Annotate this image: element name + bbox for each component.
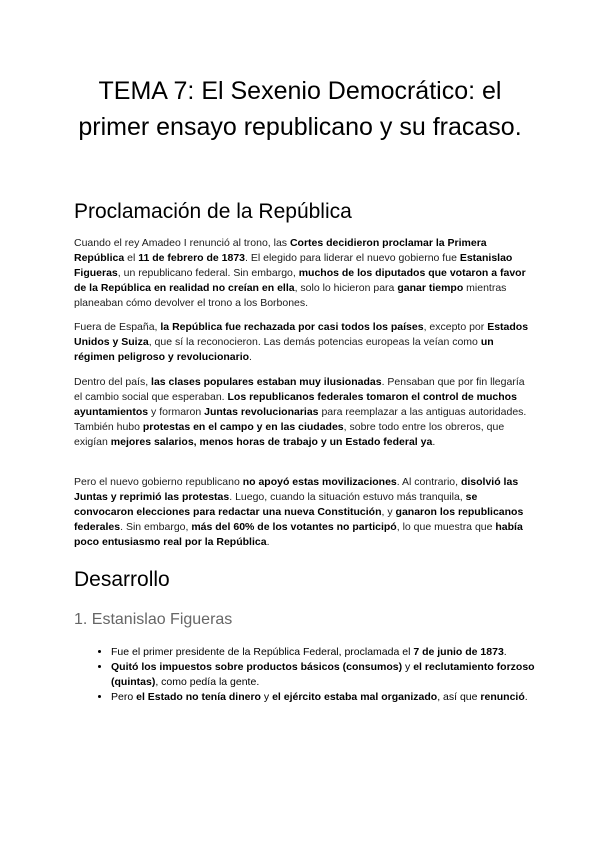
text-run: . Al contrario,: [396, 476, 461, 488]
bold-text: se convocaron elecciones para redactar una nueva Constitución: [74, 491, 478, 519]
bold-text: había poco entusiasmo real por la República: [74, 521, 523, 549]
text-run: , sobre todo entre los obreros, que exigían: [74, 421, 505, 449]
bold-text: protestas en el campo y en las ciudades: [142, 421, 344, 434]
text-run: , que sí la reconocieron. Las demás potencias europeas la veían como: [148, 336, 481, 349]
text-run: y: [402, 661, 414, 673]
bold-text: el reclutamiento forzoso (quintas): [111, 661, 535, 688]
text-run: , como pedía la gente.: [155, 676, 260, 688]
text-run: . Sin embargo,: [120, 521, 192, 534]
text-run: .: [249, 351, 252, 364]
paragraph-4: [74, 475, 534, 550]
text-run: , excepto por: [423, 321, 488, 333]
bold-text: Los republicanos federales tomaron el control de muchos ayuntamientos: [74, 391, 517, 419]
bold-text: disolvió las Juntas y reprimió las protestas: [74, 476, 519, 504]
text-run: y formaron: [148, 406, 205, 419]
bold-text: ganaron los republicanos federales: [74, 506, 524, 534]
bold-text: Juntas revolucionarias: [204, 406, 319, 419]
bold-text: 7 de junio de 1873: [413, 646, 504, 658]
text-run: Fue el primer presidente de la República Federal, proclamada el: [111, 646, 414, 658]
bold-text: mejores salarios, menos horas de trabajo y un Estado federal ya: [110, 436, 433, 449]
bold-text: la República fue rechazada por casi todos los países: [160, 321, 424, 333]
bold-text: Estados Unidos y Suiza: [74, 321, 529, 349]
text-run: , solo lo hicieron para: [294, 282, 398, 295]
text-run: .: [266, 536, 270, 549]
text-run: . El elegido para liderar el nuevo gobierno fue: [245, 252, 460, 265]
text-run: , y: [381, 506, 396, 519]
text-run: Fuera de España,: [74, 321, 161, 333]
list-item: [111, 660, 571, 690]
paragraph-3: [74, 375, 534, 450]
text-run: y: [260, 691, 273, 703]
bold-text: las clases populares estaban muy ilusionadas: [151, 376, 382, 388]
bold-text: Quitó los impuestos sobre productos básicos (consumos): [111, 661, 403, 673]
text-run: Pero: [111, 691, 137, 703]
text-run: . Luego, cuando la situación estuvo más tranquila,: [229, 491, 466, 504]
bold-text: Cortes decidieron proclamar la Primera República: [74, 237, 487, 265]
section-heading-proclamacion: Proclamación de la República: [74, 200, 352, 223]
document-title: TEMA 7: El Sexenio Democrático: el primer ensayo republicano y su fracaso.: [78, 77, 522, 141]
text-run: , lo que muestra que: [396, 521, 496, 534]
list-item: [111, 690, 571, 705]
text-run: .: [432, 436, 436, 449]
bold-text: Estanislao Figueras: [74, 252, 513, 280]
bold-text: un régimen peligroso y revolucionario: [74, 336, 494, 364]
text-run: el: [124, 252, 139, 265]
text-run: , un republicano federal. Sin embargo,: [117, 267, 299, 280]
text-run: .: [503, 646, 507, 658]
bullet-list: [74, 645, 571, 705]
text-run: , así que: [437, 691, 481, 703]
bold-text: muchos de los diputados que votaron a favor de la República en realidad no creían en ella: [74, 267, 526, 295]
text-run: mientras planeaban cómo devolver el trono a los Borbones.: [74, 282, 507, 310]
text-run: Dentro del país,: [74, 376, 152, 388]
subheading-figueras: 1. Estanislao Figueras: [74, 611, 233, 628]
text-run: Cuando el rey Amadeo I renunció al trono, las: [74, 237, 290, 249]
bold-text: no apoyó estas movilizaciones: [242, 476, 397, 488]
bold-text: renunció: [480, 691, 525, 703]
paragraph-1: [74, 236, 534, 311]
bold-text: ganar tiempo: [397, 282, 464, 295]
bold-text: el ejército estaba mal organizado: [272, 691, 438, 703]
text-run: Pero el nuevo gobierno republicano: [74, 476, 243, 488]
paragraph-2: [74, 320, 534, 365]
bold-text: 11 de febrero de 1873: [138, 252, 246, 265]
bold-text: el Estado no tenía dinero: [136, 691, 261, 703]
list-item: [111, 645, 571, 660]
text-run: para reemplazar a las antiguas autoridades. También hubo: [74, 406, 527, 434]
text-run: .: [524, 691, 528, 703]
bold-text: más del 60% de los votantes no participó: [191, 521, 397, 534]
section-heading-desarrollo: Desarrollo: [74, 568, 170, 591]
text-run: . Pensaban que por fin llegaría el cambio social que esperaban.: [74, 376, 525, 404]
